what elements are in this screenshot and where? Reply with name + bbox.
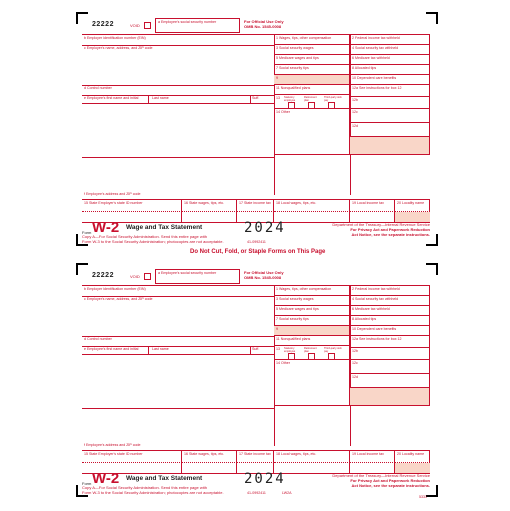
box-13-checkbox[interactable] — [308, 353, 315, 360]
box-1-label: 1 Wages, tips, other compensation — [276, 287, 332, 291]
tax-year: 2024 — [244, 220, 286, 236]
box-12-shaded[interactable] — [350, 137, 430, 155]
official-use — [244, 20, 284, 29]
copy-a-line-2: Form W-3 to the Social Security Administration; photocopies are not acceptable. — [82, 239, 224, 244]
name-underline — [82, 354, 274, 355]
box-12a[interactable] — [350, 336, 430, 348]
state-row-divider — [182, 211, 237, 212]
box-11[interactable] — [274, 85, 350, 95]
box-8-label: 8 Allocated tips — [352, 317, 377, 321]
box-12d-label: 12d — [352, 375, 358, 379]
box-3-label: 3 Social security wages — [276, 46, 314, 50]
box-17[interactable] — [237, 200, 274, 222]
dept-treasury: Department of the Treasury—Internal Revenue Service — [332, 473, 430, 478]
box-6[interactable] — [350, 306, 430, 316]
box-12-shaded[interactable] — [350, 388, 430, 406]
catalog-number: 41-0992411 — [247, 240, 266, 244]
box-14-label: 14 Other — [276, 361, 290, 365]
box-12a[interactable] — [350, 85, 430, 97]
box-2[interactable] — [350, 35, 430, 45]
employee-name-field-label: e Employee's first name and initial — [84, 347, 139, 351]
box-20-label: 20 Locality name — [397, 452, 425, 456]
box-13-label: 13 — [276, 96, 280, 100]
box-17[interactable] — [237, 451, 274, 473]
box-3[interactable] — [274, 45, 350, 55]
box-10[interactable] — [350, 326, 430, 336]
employee-address-label: f Employee's address and ZIP code — [84, 443, 141, 447]
box-7-label: 7 Social security tips — [276, 317, 309, 321]
box-11[interactable] — [274, 336, 350, 346]
ein-field-label: b Employer identification number (EIN) — [84, 36, 146, 40]
box-9[interactable] — [274, 75, 350, 85]
box-12c[interactable] — [350, 109, 430, 123]
last-name-label: Last name — [152, 96, 169, 100]
employee-address-label: f Employee's address and ZIP code — [84, 192, 141, 196]
box-8[interactable] — [350, 65, 430, 75]
catalog-number: 41-0992411 — [247, 491, 266, 495]
box-12d[interactable] — [350, 123, 430, 137]
box-18-label: 18 Local wages, tips, etc. — [276, 201, 317, 205]
wage-tax-statement: Wage and Tax Statement — [126, 475, 203, 482]
box-13[interactable] — [274, 346, 350, 360]
privacy-act-line-2: Act Notice, see the separate instructions. — [351, 232, 430, 237]
do-not-cut-notice: Do Not Cut, Fold, or Staple Forms on This Page — [190, 249, 326, 255]
box-2[interactable] — [350, 286, 430, 296]
name-divider — [250, 95, 251, 103]
box-19-label: 19 Local income tax — [352, 201, 384, 205]
w2-title: W-2 — [92, 470, 120, 487]
box-1[interactable] — [274, 35, 350, 45]
privacy-act-line: For Privacy Act and Paperwork Reduction — [350, 227, 430, 232]
employee-name-field-label: e Employee's first name and initial — [84, 96, 139, 100]
box-13-checkbox[interactable] — [288, 353, 295, 360]
box-9-label: 9 — [276, 76, 278, 80]
box-5[interactable] — [274, 55, 350, 65]
state-row-divider — [237, 462, 274, 463]
box-9-label: 9 — [276, 327, 278, 331]
box-16-label: 16 State wages, tips, etc. — [184, 201, 225, 205]
box-7[interactable] — [274, 65, 350, 75]
box-20-shade — [395, 463, 430, 473]
box-5-label: 5 Medicare wages and tips — [276, 307, 319, 311]
box-10[interactable] — [350, 75, 430, 85]
box-17-label: 17 State income tax — [239, 201, 271, 205]
box-10-label: 10 Dependent care benefits — [352, 327, 397, 331]
box-11-label: 11 Nonqualified plans — [276, 86, 311, 90]
box-19[interactable] — [350, 451, 395, 473]
form-footer — [82, 219, 430, 252]
box-13-checkbox[interactable] — [328, 353, 335, 360]
box-14[interactable] — [274, 360, 350, 406]
tax-year: 2024 — [244, 471, 286, 487]
box-19[interactable] — [350, 200, 395, 222]
state-row-divider — [350, 211, 395, 212]
registration-mark — [426, 12, 438, 24]
control-number-field-label: d Control number — [84, 337, 112, 341]
ssn-field[interactable] — [155, 269, 240, 284]
box-1-label: 1 Wages, tips, other compensation — [276, 36, 332, 40]
employer-name-field[interactable] — [82, 45, 274, 86]
void-checkbox[interactable] — [144, 273, 151, 280]
box-4[interactable] — [350, 296, 430, 306]
box-8-label: 8 Allocated tips — [352, 66, 377, 70]
box-18[interactable] — [274, 451, 350, 473]
privacy-act-line: For Privacy Act and Paperwork Reduction — [350, 478, 430, 483]
box-6[interactable] — [350, 55, 430, 65]
registration-mark — [76, 12, 88, 24]
box-12b[interactable] — [350, 348, 430, 360]
box-20-shade — [395, 212, 430, 222]
box-6-label: 6 Medicare tax withheld — [352, 307, 390, 311]
box-15-label: 15 State Employer's state ID number — [84, 201, 143, 205]
copy-a-line-1: Copy A—For Social Security Administration. Send this entire page with — [82, 485, 207, 490]
official-use-line: For Official Use Only — [244, 19, 284, 24]
box-13[interactable] — [274, 95, 350, 109]
official-use-line: OMB No. 1545-0008 — [244, 23, 282, 29]
box-12a-label: 12a See instructions for box 12 — [352, 337, 402, 341]
box-18[interactable] — [274, 200, 350, 222]
box-13-checkbox[interactable] — [328, 102, 335, 109]
last-name-label: Last name — [152, 347, 169, 351]
box-17-label: 17 State income tax — [239, 452, 271, 456]
name-divider — [148, 95, 149, 103]
box-10-label: 10 Dependent care benefits — [352, 76, 397, 80]
box-20-label: 20 Locality name — [397, 201, 425, 205]
box-12c-label: 12c — [352, 361, 358, 365]
name-underline — [82, 103, 274, 104]
box-12c-label: 12c — [352, 110, 358, 114]
employer-name-field[interactable] — [82, 296, 274, 337]
box-11-label: 11 Nonqualified plans — [276, 337, 311, 341]
state-row-divider — [182, 462, 237, 463]
box-16[interactable] — [182, 451, 237, 473]
ssn-label: a Employee's social security number — [158, 20, 217, 24]
form-grid — [82, 34, 430, 235]
box-13-option-label: Statutory employee — [284, 96, 296, 102]
registration-mark — [76, 263, 88, 275]
official-use-line: For Official Use Only — [244, 270, 284, 275]
box-2-label: 2 Federal income tax withheld — [352, 36, 400, 40]
w2-form-copy — [82, 18, 430, 253]
box-13-option-label: Statutory employee — [284, 347, 296, 353]
box-8[interactable] — [350, 316, 430, 326]
box-12b[interactable] — [350, 97, 430, 109]
wage-tax-statement: Wage and Tax Statement — [126, 224, 203, 231]
box-19-label: 19 Local income tax — [352, 452, 384, 456]
ssn-label: a Employee's social security number — [158, 271, 217, 275]
copy-a-line-2: Form W-3 to the Social Security Administration; photocopies are not acceptable. — [82, 490, 224, 495]
dept-treasury: Department of the Treasury—Internal Revenue Service — [332, 222, 430, 227]
box-1[interactable] — [274, 286, 350, 296]
box-13-option-label: Third-party sick pay — [324, 96, 342, 102]
box-14[interactable] — [274, 109, 350, 155]
box-16-label: 16 State wages, tips, etc. — [184, 452, 225, 456]
suffix-label: Suff. — [252, 96, 260, 100]
box-12b-label: 12b — [352, 349, 358, 353]
box-4-label: 4 Social security tax withheld — [352, 46, 399, 50]
name-divider — [148, 346, 149, 354]
employer-name-field-label: c Employer's name, address, and ZIP code — [84, 297, 153, 301]
state-row-divider — [274, 211, 350, 212]
w2-title: W-2 — [92, 219, 120, 236]
suffix-label: Suff. — [252, 347, 260, 351]
state-row-divider — [237, 211, 274, 212]
box-16[interactable] — [182, 200, 237, 222]
control-code: 22222 — [92, 21, 114, 28]
state-row-divider — [274, 462, 350, 463]
control-code: 22222 — [92, 272, 114, 279]
box-5[interactable] — [274, 306, 350, 316]
employer-name-field-label: c Employer's name, address, and ZIP code — [84, 46, 153, 50]
official-use — [244, 271, 284, 280]
box-3-label: 3 Social security wages — [276, 297, 314, 301]
box-15-label: 15 State Employer's state ID number — [84, 452, 143, 456]
name-divider — [250, 346, 251, 354]
employee-name-field[interactable] — [82, 95, 274, 158]
box-12d[interactable] — [350, 374, 430, 388]
box-3[interactable] — [274, 296, 350, 306]
state-row-divider — [82, 462, 182, 463]
box-12c[interactable] — [350, 360, 430, 374]
box-18-label: 18 Local wages, tips, etc. — [276, 452, 317, 456]
void-label: VOID — [130, 23, 140, 28]
form-code: LW2A — [282, 491, 292, 495]
form-word: Form — [82, 230, 92, 235]
box-12a-label: 12a See instructions for box 12 — [352, 86, 402, 90]
revision-code: 5331 — [419, 495, 427, 499]
box-7[interactable] — [274, 316, 350, 326]
control-number-field-label: d Control number — [84, 86, 112, 90]
box-13-label: 13 — [276, 347, 280, 351]
ein-field-label: b Employer identification number (EIN) — [84, 287, 146, 291]
box-12d-label: 12d — [352, 124, 358, 128]
form-word: Form — [82, 481, 92, 486]
box-4-label: 4 Social security tax withheld — [352, 297, 399, 301]
box-13-checkbox[interactable] — [308, 102, 315, 109]
box-7-label: 7 Social security tips — [276, 66, 309, 70]
box-12b-label: 12b — [352, 98, 358, 102]
box-5-label: 5 Medicare wages and tips — [276, 56, 319, 60]
state-row-divider — [82, 211, 182, 212]
void-label: VOID — [130, 274, 140, 279]
box-4[interactable] — [350, 45, 430, 55]
employee-name-field[interactable] — [82, 346, 274, 409]
ssn-field[interactable] — [155, 18, 240, 33]
box-13-option-label: Retirement plan — [304, 96, 317, 102]
box-13-option-label: Third-party sick pay — [324, 347, 342, 353]
official-use-line: OMB No. 1545-0008 — [244, 274, 282, 280]
state-row-divider — [350, 462, 395, 463]
box-13-checkbox[interactable] — [288, 102, 295, 109]
box-9[interactable] — [274, 326, 350, 336]
void-checkbox[interactable] — [144, 22, 151, 29]
box-6-label: 6 Medicare tax withheld — [352, 56, 390, 60]
box-14-label: 14 Other — [276, 110, 290, 114]
box-2-label: 2 Federal income tax withheld — [352, 287, 400, 291]
privacy-act-line-2: Act Notice, see the separate instructions. — [351, 483, 430, 488]
form-footer — [82, 470, 430, 503]
copy-a-line-1: Copy A—For Social Security Administration. Send this entire page with — [82, 234, 207, 239]
form-grid — [82, 285, 430, 486]
box-13-option-label: Retirement plan — [304, 347, 317, 353]
w2-form-copy — [82, 269, 430, 504]
registration-mark — [426, 263, 438, 275]
